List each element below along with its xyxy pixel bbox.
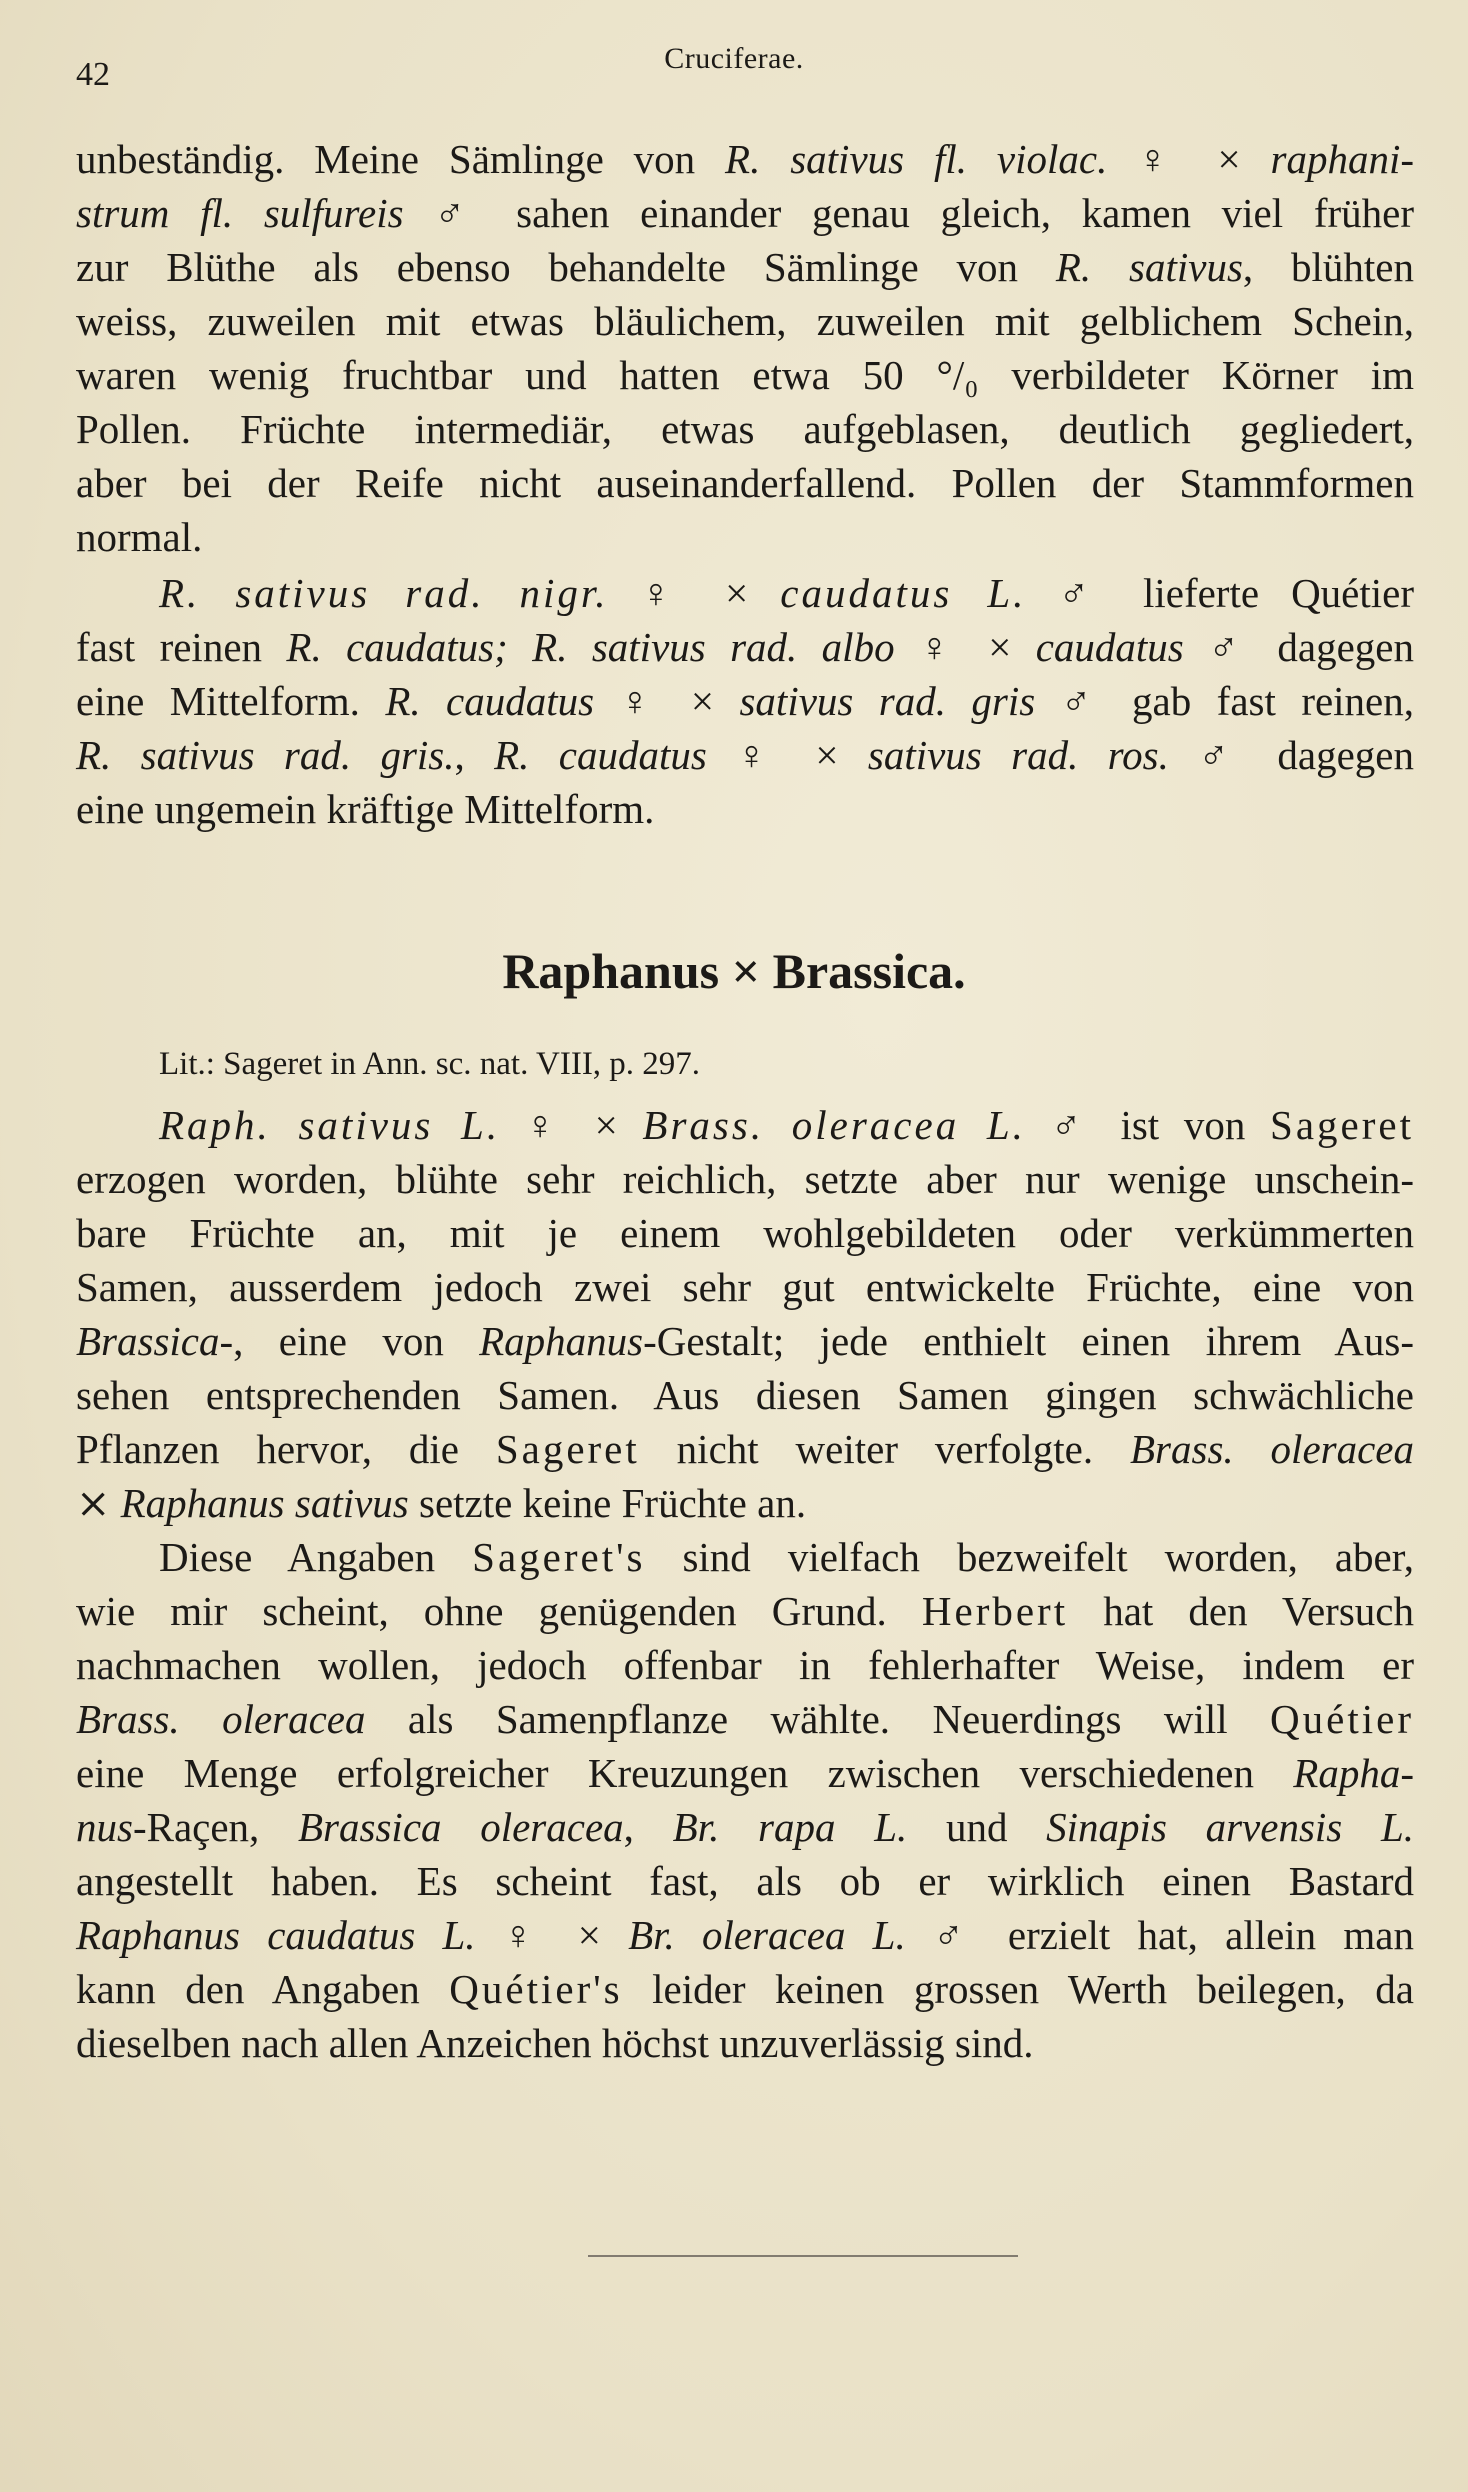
text-segment: bare Früchte an, mit je einem wohlgebildeten oder verkümmerten (76, 1210, 1414, 1256)
spaced-name: Sageret (495, 1426, 640, 1472)
text-segment: eine Mittelform. (76, 678, 386, 724)
italic-text: Rapha- (1293, 1750, 1414, 1796)
italic-text: Raphanus caudatus L. (76, 1912, 476, 1958)
text-segment: ♂ dagegen (1183, 624, 1414, 670)
text-segment: ♀ × (475, 1912, 629, 1958)
section-heading: Raphanus × Brassica. (502, 943, 966, 999)
text-line (76, 1800, 1414, 1854)
text-segment: angestellt haben. Es scheint fast, als ob er wirklich einen Bastard (76, 1858, 1414, 1904)
page-number: 42 (76, 56, 110, 93)
italic-text: Brassica oleracea (298, 1804, 624, 1850)
text-segment: Pollen. Früchte intermediär, etwas aufgeblasen, deutlich gegliedert, (76, 406, 1414, 452)
text-segment: ♂ erzielt hat, allein man (905, 1912, 1414, 1958)
italic-text: Brass. oleracea (1130, 1426, 1414, 1472)
text-segment: ♀ × (594, 678, 740, 724)
text-line (76, 186, 1414, 240)
text-segment: weiss, zuweilen mit etwas bläulichem, zuweilen mit gelblichem Schein, (76, 298, 1414, 344)
italic-text: R. caudatus (494, 732, 707, 778)
text-segment: fast reinen (76, 624, 287, 670)
text-line (76, 728, 1414, 782)
text-line (76, 1854, 1414, 1908)
text-segment: -Raçen, (132, 1804, 299, 1850)
text-segment: ♀ × (706, 732, 868, 778)
text-segment: erzogen worden, blühte sehr reichlich, setzte aber nur wenige unschein- (76, 1156, 1414, 1202)
italic-text: raphani- (1270, 136, 1414, 182)
text-line (76, 782, 1414, 836)
italic-text: caudatus (1035, 624, 1184, 670)
text-line (76, 1584, 1414, 1638)
text-line (76, 620, 1414, 674)
italic-text: R. sativus (1055, 244, 1243, 290)
italic-text: Brass. oleracea (76, 1696, 366, 1742)
italic-text: nus (76, 1804, 133, 1850)
text-segment: , blühten (1242, 244, 1414, 290)
text-segment: waren wenig fruchtbar und hatten etwa 50 °/₀ verbildeter Körner im (76, 352, 1414, 398)
text-segment: Diese Angaben (159, 1534, 473, 1580)
text-line (76, 240, 1414, 294)
spaced-name: Sageret's (472, 1534, 646, 1580)
text-segment: dieselben nach allen Anzeichen höchst unzuverlässig sind. (76, 2020, 1034, 2066)
text-segment: hat den Versuch (1068, 1588, 1414, 1634)
text-line (76, 510, 1414, 564)
text-segment: -Gestalt; jede enthielt einen ihrem Aus- (643, 1318, 1414, 1364)
running-title: Cruciferae. (664, 42, 804, 75)
text-segment: wie mir scheint, ohne genügenden Grund. (76, 1588, 922, 1634)
text-line (76, 1152, 1414, 1206)
text-line (76, 1530, 1414, 1584)
italic-text: R. sativus rad. nigr. (159, 570, 609, 616)
text-segment: Samen, ausserdem jedoch zwei sehr gut entwickelte Früchte, eine von (76, 1264, 1414, 1310)
text-segment: ♂ ist von (1025, 1102, 1271, 1148)
text-segment: , eine von (233, 1318, 480, 1364)
text-segment: sind vielfach bezweifelt worden, aber, (645, 1534, 1414, 1580)
text-segment: ♀ × (500, 1102, 643, 1148)
text-line (76, 1692, 1414, 1746)
text-line (76, 1422, 1414, 1476)
italic-text: Br. rapa L. (672, 1804, 908, 1850)
italic-text: Raphanus (479, 1318, 644, 1364)
italic-text: Brassica- (76, 1318, 234, 1364)
text-line (76, 402, 1414, 456)
italic-text: Br. oleracea L. (628, 1912, 906, 1958)
text-line (76, 1476, 1414, 1530)
italic-text: Raph. sativus L. (159, 1102, 501, 1148)
italic-text: strum fl. sulfureis (76, 190, 404, 236)
text-line (76, 1638, 1414, 1692)
text-segment: normal. (76, 514, 203, 560)
text-segment: nicht weiter verfolgte. (639, 1426, 1130, 1472)
text-segment: ♀ × (1107, 136, 1271, 182)
text-line (76, 1368, 1414, 1422)
text-segment: ♂ lieferte Quétier (1026, 570, 1415, 616)
text-line (76, 1746, 1414, 1800)
paragraph (76, 1530, 1414, 2070)
horizontal-rule (588, 2255, 1018, 2257)
text-segment: als Samenpflanze wählte. Neuerdings will (365, 1696, 1271, 1742)
text-line (76, 132, 1414, 186)
text-segment: , (454, 732, 495, 778)
spaced-name: Sageret (1270, 1102, 1414, 1148)
italic-text: sativus rad. ros. (867, 732, 1169, 778)
italic-text: R. caudatus (385, 678, 595, 724)
text-segment: zur Blüthe als ebenso behandelte Sämlinge von (76, 244, 1056, 290)
italic-text: Brass. oleracea L. (642, 1102, 1026, 1148)
italic-text: caudatus L. (780, 570, 1027, 616)
text-line (76, 1962, 1414, 2016)
text-segment: und (907, 1804, 1047, 1850)
italic-text: R. caudatus; R. sativus rad. albo (286, 624, 895, 670)
text-line (76, 1098, 1414, 1152)
italic-text: R. sativus rad. gris. (76, 732, 455, 778)
text-segment: leider keinen grossen Werth beilegen, da (622, 1966, 1415, 2012)
italic-text: Sinapis arvensis L. (1046, 1804, 1415, 1850)
text-segment: ♀ × (608, 570, 781, 616)
text-line (76, 1260, 1414, 1314)
italic-text: sativus rad. gris (739, 678, 1036, 724)
text-line (76, 1908, 1414, 1962)
text-segment: ♂ sahen einander genau gleich, kamen viel früher (403, 190, 1414, 236)
text-segment: aber bei der Reife nicht auseinanderfallend. Pollen der Stammformen (76, 460, 1414, 506)
text-segment: ♂ dagegen (1168, 732, 1414, 778)
text-segment: , (623, 1804, 673, 1850)
paragraph (76, 132, 1414, 564)
text-segment: Pflanzen hervor, die (76, 1426, 496, 1472)
spaced-name: Herbert (921, 1588, 1069, 1634)
spaced-name: Quétier (1270, 1696, 1414, 1742)
text-line (76, 1206, 1414, 1260)
spaced-name: Quétier's (449, 1966, 623, 2012)
text-segment: ♀ × (894, 624, 1036, 670)
text-segment: setzte keine Früchte an. (408, 1480, 807, 1526)
literature-reference: Lit.: Sageret in Ann. sc. nat. VIII, p. 297. (159, 1046, 701, 1082)
text-segment: ♂ gab fast reinen, (1035, 678, 1415, 724)
text-line (76, 456, 1414, 510)
italic-text: Raphanus sativus (120, 1480, 409, 1526)
text-line (76, 1314, 1414, 1368)
text-segment: eine Menge erfolgreicher Kreuzungen zwischen verschiedenen (76, 1750, 1294, 1796)
paragraph (76, 566, 1414, 836)
text-line (76, 674, 1414, 728)
text-segment: sehen entsprechenden Samen. Aus diesen Samen gingen schwächliche (76, 1372, 1414, 1418)
text-segment: nachmachen wollen, jedoch offenbar in fehlerhafter Weise, indem er (76, 1642, 1414, 1688)
text-segment: eine ungemein kräftige Mittelform. (76, 786, 655, 832)
text-segment: ⨯ (76, 1480, 121, 1526)
text-line (76, 348, 1414, 402)
paragraph (76, 1098, 1414, 1530)
text-segment: unbeständig. Meine Sämlinge von (76, 136, 726, 182)
text-segment: kann den Angaben (76, 1966, 450, 2012)
text-line (76, 566, 1414, 620)
text-line (76, 2016, 1414, 2070)
text-line (76, 294, 1414, 348)
italic-text: R. sativus fl. violac. (725, 136, 1108, 182)
